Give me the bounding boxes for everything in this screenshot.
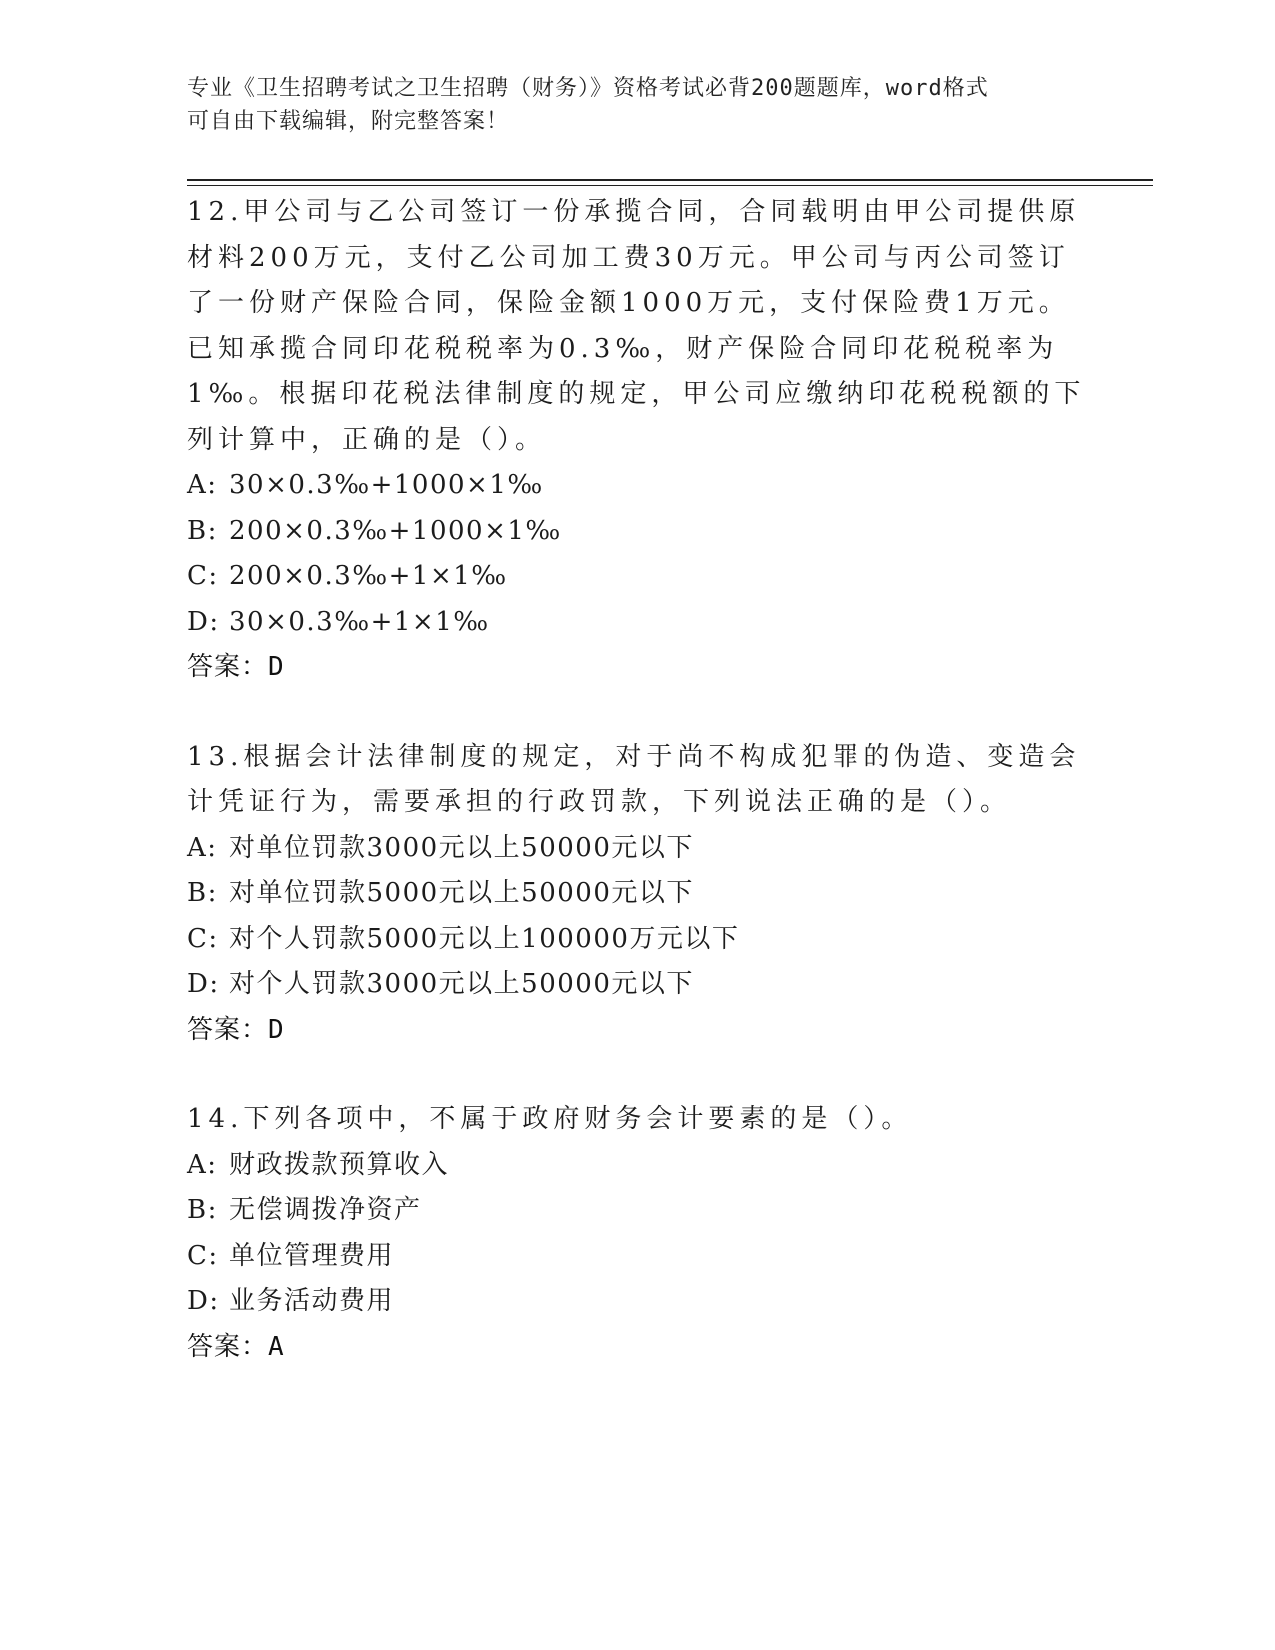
option-text: 无偿调拨净资产 xyxy=(229,1195,422,1225)
option-key: A: xyxy=(187,1149,218,1180)
option-key: C: xyxy=(187,561,219,591)
answer-line: 答案：A xyxy=(187,1331,285,1362)
question-list xyxy=(187,190,1087,1414)
question-12 xyxy=(187,190,1087,691)
question-14 xyxy=(187,1097,1087,1370)
option-text: 200×0.3‰+1000×1‰ xyxy=(229,515,562,546)
option-d xyxy=(187,962,1087,1008)
option-c xyxy=(187,1234,1087,1280)
header-line-1: 专业《卫生招聘考试之卫生招聘（财务）》资格考试必背200题题库，word格式 xyxy=(187,76,989,101)
option-text: 财政拨款预算收入 xyxy=(229,1149,450,1180)
header-line-2: 可自由下载编辑，附完整答案！ xyxy=(187,109,510,134)
option-key: A: xyxy=(187,832,218,863)
option-key: C: xyxy=(187,923,219,954)
option-text: 对单位罚款5000元以上50000元以下 xyxy=(229,878,694,908)
option-a xyxy=(187,1143,1087,1189)
option-key: C: xyxy=(187,1240,219,1271)
option-text: 对个人罚款3000元以上50000元以下 xyxy=(229,969,694,999)
option-key: D: xyxy=(187,969,220,999)
question-stem: 13.根据会计法律制度的规定，对于尚不构成犯罪的伪造、变造会计凭证行为，需要承担的行政罚款，下列说法正确的是（）。 xyxy=(187,741,1081,817)
question-13 xyxy=(187,735,1087,1054)
option-key: B: xyxy=(187,1195,218,1225)
answer-line: 答案：D xyxy=(187,652,285,682)
option-key: D: xyxy=(187,606,220,637)
option-text: 30×0.3‰+1000×1‰ xyxy=(229,470,544,500)
option-c xyxy=(187,554,1087,600)
option-key: A: xyxy=(187,470,218,500)
option-text: 业务活动费用 xyxy=(229,1286,395,1316)
option-d xyxy=(187,600,1087,646)
option-key: B: xyxy=(187,878,218,908)
option-text: 对个人罚款5000元以上100000万元以下 xyxy=(229,923,740,954)
option-b xyxy=(187,509,1087,555)
option-text: 对单位罚款3000元以上50000元以下 xyxy=(229,832,694,863)
option-b xyxy=(187,1188,1087,1234)
option-d xyxy=(187,1279,1087,1325)
document-header xyxy=(187,72,1067,138)
option-c xyxy=(187,917,1087,963)
header-divider xyxy=(187,179,1153,186)
answer-line: 答案：D xyxy=(187,1014,285,1045)
option-text: 200×0.3‰+1×1‰ xyxy=(229,561,508,591)
option-b xyxy=(187,871,1087,917)
option-text: 单位管理费用 xyxy=(229,1240,395,1271)
option-a xyxy=(187,463,1087,509)
question-stem: 14.下列各项中，不属于政府财务会计要素的是（）。 xyxy=(187,1104,913,1134)
question-stem: 12.甲公司与乙公司签订一份承揽合同，合同载明由甲公司提供原材料200万元，支付乙公司加工费30万元。甲公司与丙公司签订了一份财产保险合同，保险金额1000万元，支付保险费1万元。已知承揽合同印花税税率为0.3‰，财产保险合同印花税税率为1‰。根据印花税法律制度的规定，甲公司应缴纳印花税税额的下列计算中，正确的是（）。 xyxy=(187,197,1086,455)
option-text: 30×0.3‰+1×1‰ xyxy=(229,606,490,637)
option-a xyxy=(187,826,1087,872)
option-key: D: xyxy=(187,1286,220,1316)
option-key: B: xyxy=(187,515,218,546)
